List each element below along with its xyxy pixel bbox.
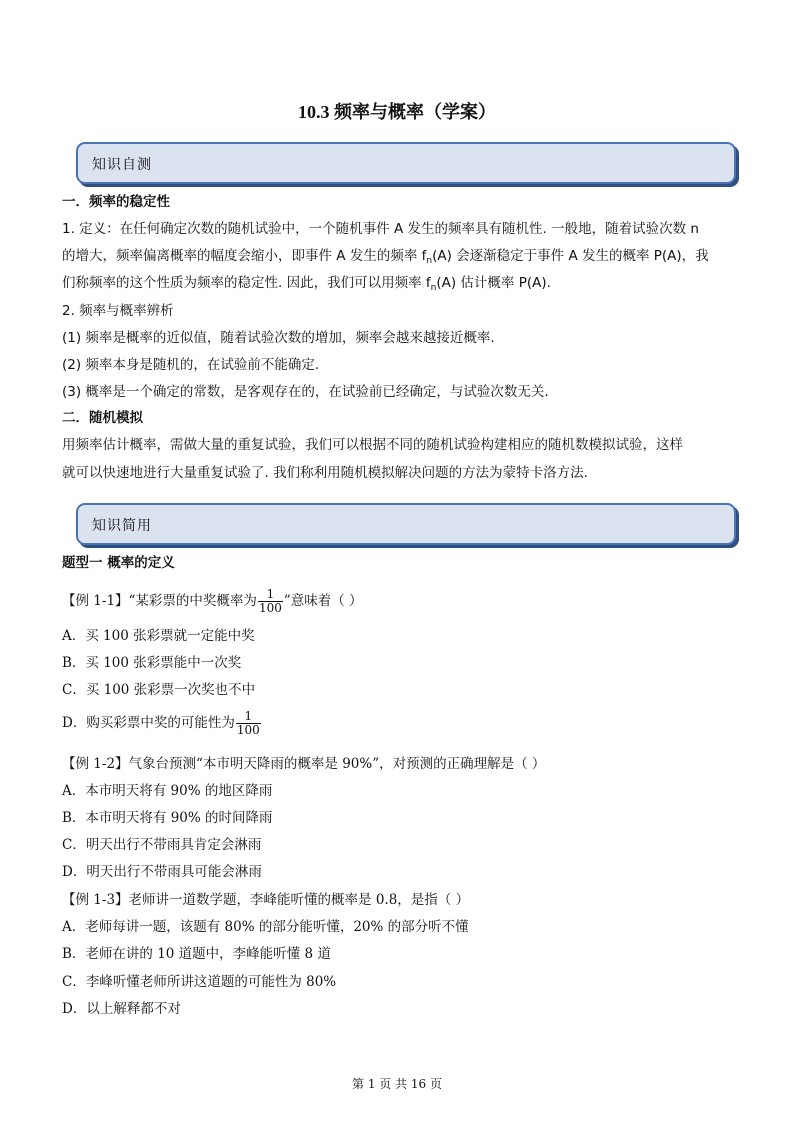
text-run: ”意味着（ ） bbox=[283, 593, 363, 609]
option-c: C．买 100 张彩票一次奖也不中 bbox=[62, 682, 256, 698]
paragraph-line: (3) 概率是一个确定的常数，是客观存在的，在试验前已经确定，与试验次数无关. bbox=[62, 384, 549, 400]
text-run: (A) 会逐渐稳定于事件 A 发生的概率 P(A)，我 bbox=[432, 248, 709, 264]
page-footer: 第 1 页 共 16 页 bbox=[352, 1077, 442, 1091]
example-1-1-stem bbox=[62, 588, 742, 615]
section-banner-self-test bbox=[76, 142, 736, 184]
heading-type-1: 题型一 概率的定义 bbox=[62, 555, 175, 571]
banner-label: 知识自测 bbox=[92, 157, 152, 173]
option-b: B．买 100 张彩票能中一次奖 bbox=[62, 655, 242, 671]
example-1-3-stem: 【例 1-3】老师讲一道数学题，李峰能听懂的概率是 0.8，是指（ ） bbox=[62, 892, 470, 908]
paragraph-line: 就可以快速地进行大量重复试验了. 我们称利用随机模拟解决问题的方法为蒙特卡洛方法. bbox=[62, 465, 588, 481]
option-c: C．明天出行不带雨具肯定会淋雨 bbox=[62, 837, 262, 853]
paragraph-line bbox=[62, 247, 742, 270]
text-run: 【例 1-1】“某彩票的中奖概率为 bbox=[62, 593, 257, 609]
subscript: n bbox=[426, 256, 433, 266]
option-d: D．以上解释都不对 bbox=[62, 1001, 181, 1017]
option-c: C．李峰听懂老师所讲这道题的可能性为 80% bbox=[62, 974, 337, 990]
option-d bbox=[62, 710, 742, 737]
option-b: B．老师在讲的 10 道题中，李峰能听懂 8 道 bbox=[62, 946, 331, 962]
fraction-numerator: 1 bbox=[258, 588, 283, 602]
fraction bbox=[236, 710, 261, 737]
option-d: D．明天出行不带雨具可能会淋雨 bbox=[62, 864, 262, 880]
page-title: 10.3 频率与概率（学案） bbox=[298, 102, 496, 122]
fraction-denominator: 100 bbox=[236, 723, 260, 737]
paragraph-line: 2. 频率与概率辨析 bbox=[62, 303, 174, 319]
option-b: B．本市明天将有 90% 的时间降雨 bbox=[62, 810, 273, 826]
paragraph-line bbox=[62, 274, 742, 297]
heading-frequency-stability: 一．频率的稳定性 bbox=[62, 194, 170, 210]
fraction-denominator: 100 bbox=[258, 601, 282, 615]
text-run: (A) 估计概率 P(A). bbox=[436, 275, 551, 291]
paragraph-line: 用频率估计概率，需做大量的重复试验，我们可以根据不同的随机试验构建相应的随机数模拟试验，这样 bbox=[62, 437, 683, 453]
option-a: A．买 100 张彩票就一定能中奖 bbox=[62, 628, 255, 644]
text-run: 们称频率的这个性质为频率的稳定性. 因此，我们可以用频率 f bbox=[62, 275, 431, 291]
option-a: A．本市明天将有 90% 的地区降雨 bbox=[62, 783, 273, 799]
fraction bbox=[258, 588, 283, 615]
text-run: 的增大，频率偏离概率的幅度会缩小，即事件 A 发生的频率 f bbox=[62, 248, 427, 264]
heading-random-simulation: 二．随机模拟 bbox=[62, 410, 143, 426]
banner-label: 知识简用 bbox=[92, 518, 152, 534]
paragraph-line: (2) 频率本身是随机的，在试验前不能确定. bbox=[62, 357, 320, 373]
section-banner-application bbox=[76, 503, 736, 545]
subscript: n bbox=[430, 283, 437, 293]
paragraph-line: (1) 频率是概率的近似值，随着试验次数的增加，频率会越来越接近概率. bbox=[62, 330, 495, 346]
option-a: A．老师每讲一题，该题有 80% 的部分能听懂，20% 的部分听不懂 bbox=[62, 919, 469, 935]
fraction-numerator: 1 bbox=[236, 710, 261, 724]
text-run: D．购买彩票中奖的可能性为 bbox=[62, 715, 235, 731]
example-1-2-stem: 【例 1-2】气象台预测“本市明天降雨的概率是 90%”，对预测的正确理解是（ ） bbox=[62, 756, 546, 772]
paragraph-line: 1. 定义：在任何确定次数的随机试验中，一个随机事件 A 发生的频率具有随机性. 一般地，随着试验次数 n bbox=[62, 221, 699, 237]
